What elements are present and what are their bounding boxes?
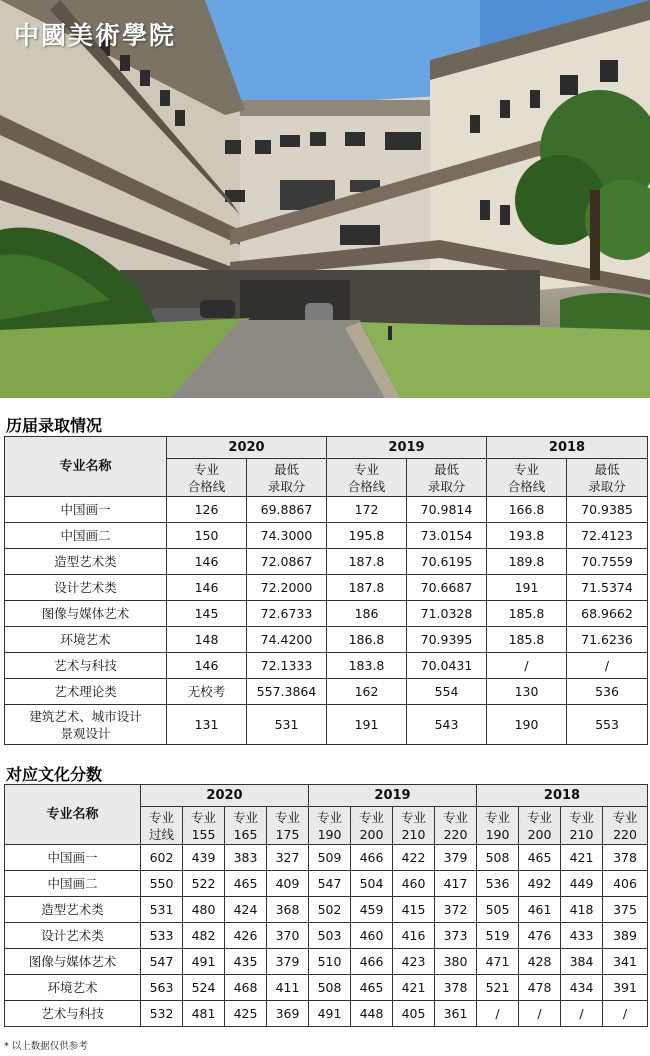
score-cell: 478 bbox=[519, 975, 561, 1001]
score-cell: 416 bbox=[393, 923, 435, 949]
score-cell: 476 bbox=[519, 923, 561, 949]
sub-header-line: 专业 bbox=[232, 809, 258, 825]
score-cell: 172 bbox=[327, 497, 407, 523]
score-cell: 191 bbox=[487, 575, 567, 601]
score-cell: 521 bbox=[477, 975, 519, 1001]
sub-header-line: 录取分 bbox=[588, 478, 626, 494]
sub-header-line: 210 bbox=[401, 826, 426, 842]
major-name-cell: 艺术与科技 bbox=[5, 653, 167, 679]
score-cell: 465 bbox=[351, 975, 393, 1001]
major-name-line: 景观设计 bbox=[60, 725, 111, 741]
sub-header-cell bbox=[561, 807, 603, 845]
sub-header-line: 220 bbox=[443, 826, 468, 842]
table-row bbox=[5, 549, 648, 575]
sub-header-cell bbox=[141, 807, 183, 845]
sub-header-line: 165 bbox=[233, 826, 258, 842]
score-cell: 146 bbox=[167, 549, 247, 575]
score-cell: 70.7559 bbox=[567, 549, 648, 575]
score-cell: 146 bbox=[167, 575, 247, 601]
sub-header-line: 专业 bbox=[353, 461, 379, 477]
score-cell: 417 bbox=[435, 871, 477, 897]
score-cell: 466 bbox=[351, 949, 393, 975]
score-cell: 73.0154 bbox=[407, 523, 487, 549]
year-header-2020: 2020 bbox=[141, 785, 309, 807]
major-name-cell: 图像与媒体艺术 bbox=[5, 601, 167, 627]
score-cell: 72.0867 bbox=[247, 549, 327, 575]
score-cell: 411 bbox=[267, 975, 309, 1001]
score-cell: 492 bbox=[519, 871, 561, 897]
score-cell: 491 bbox=[309, 1001, 351, 1027]
score-cell: 373 bbox=[435, 923, 477, 949]
score-cell: 424 bbox=[225, 897, 267, 923]
score-cell: 421 bbox=[561, 845, 603, 871]
score-cell: 68.9662 bbox=[567, 601, 648, 627]
sub-header-line: 合格线 bbox=[347, 478, 386, 494]
score-cell: 166.8 bbox=[487, 497, 567, 523]
score-cell: 145 bbox=[167, 601, 247, 627]
table-row bbox=[5, 575, 648, 601]
sub-header-line: 190 bbox=[485, 826, 510, 842]
major-name-cell: 环境艺术 bbox=[5, 975, 141, 1001]
major-name-cell: 中国画二 bbox=[5, 523, 167, 549]
sub-header-line: 220 bbox=[613, 826, 637, 842]
score-cell: 368 bbox=[267, 897, 309, 923]
sub-header-cell bbox=[327, 459, 407, 497]
sub-header-line: 最低 bbox=[273, 461, 299, 477]
score-cell: 190 bbox=[487, 705, 567, 745]
major-name-cell: 造型艺术类 bbox=[5, 549, 167, 575]
score-cell: 502 bbox=[309, 897, 351, 923]
sub-header-line: 专业 bbox=[612, 809, 638, 825]
sub-header-cell bbox=[435, 807, 477, 845]
score-cell: 189.8 bbox=[487, 549, 567, 575]
score-cell: / bbox=[477, 1001, 519, 1027]
column-header-major: 专业名称 bbox=[5, 437, 167, 497]
score-cell: 391 bbox=[603, 975, 648, 1001]
table-row bbox=[5, 897, 648, 923]
score-cell: 508 bbox=[477, 845, 519, 871]
score-cell: 435 bbox=[225, 949, 267, 975]
score-cell: 465 bbox=[225, 871, 267, 897]
sub-header-cell bbox=[167, 459, 247, 497]
score-cell: 369 bbox=[267, 1001, 309, 1027]
score-cell: 482 bbox=[183, 923, 225, 949]
sub-header-line: 专业 bbox=[148, 809, 174, 825]
year-header-2018: 2018 bbox=[477, 785, 648, 807]
score-cell: 72.2000 bbox=[247, 575, 327, 601]
table-row bbox=[5, 653, 648, 679]
score-cell: 327 bbox=[267, 845, 309, 871]
score-cell: 550 bbox=[141, 871, 183, 897]
sub-header-line: 专业 bbox=[190, 809, 216, 825]
score-cell: 389 bbox=[603, 923, 648, 949]
sub-header-cell bbox=[477, 807, 519, 845]
sub-header-cell bbox=[603, 807, 648, 845]
score-cell: 491 bbox=[183, 949, 225, 975]
score-cell: 183.8 bbox=[327, 653, 407, 679]
score-cell: 146 bbox=[167, 653, 247, 679]
column-header-major: 专业名称 bbox=[5, 785, 141, 845]
score-cell: 162 bbox=[327, 679, 407, 705]
sub-header-cell bbox=[309, 807, 351, 845]
score-cell: 557.3864 bbox=[247, 679, 327, 705]
major-name-cell: 设计艺术类 bbox=[5, 923, 141, 949]
sub-header-line: 专业 bbox=[193, 461, 219, 477]
score-cell: 508 bbox=[309, 975, 351, 1001]
score-cell: 71.5374 bbox=[567, 575, 648, 601]
sub-header-cell bbox=[247, 459, 327, 497]
table-row bbox=[5, 975, 648, 1001]
score-cell: 130 bbox=[487, 679, 567, 705]
score-cell: 461 bbox=[519, 897, 561, 923]
section-title-admission: 历届录取情况 bbox=[6, 416, 103, 435]
score-cell: 406 bbox=[603, 871, 648, 897]
sub-header-line: 过线 bbox=[148, 826, 174, 842]
sub-header-line: 专业 bbox=[568, 809, 594, 825]
score-cell: 126 bbox=[167, 497, 247, 523]
score-cell: 379 bbox=[435, 845, 477, 871]
sub-header-line: 最低 bbox=[594, 461, 620, 477]
section-title-culture-score: 对应文化分数 bbox=[6, 765, 103, 784]
sub-header-line: 190 bbox=[317, 826, 342, 842]
score-cell: 460 bbox=[351, 923, 393, 949]
score-cell: / bbox=[487, 653, 567, 679]
score-cell: 543 bbox=[407, 705, 487, 745]
table-row bbox=[5, 705, 648, 745]
score-cell: 72.6733 bbox=[247, 601, 327, 627]
year-header-2018: 2018 bbox=[487, 437, 648, 459]
table-row bbox=[5, 845, 648, 871]
score-cell: 69.8867 bbox=[247, 497, 327, 523]
score-cell: 426 bbox=[225, 923, 267, 949]
score-cell: 519 bbox=[477, 923, 519, 949]
score-cell: 71.6236 bbox=[567, 627, 648, 653]
score-cell: 531 bbox=[247, 705, 327, 745]
sub-header-line: 175 bbox=[275, 826, 300, 842]
sub-header-cell bbox=[351, 807, 393, 845]
score-cell: 148 bbox=[167, 627, 247, 653]
footnote: * 以上数据仅供参考 bbox=[4, 1041, 88, 1052]
table-row bbox=[5, 627, 648, 653]
sub-header-cell bbox=[267, 807, 309, 845]
score-cell: 531 bbox=[141, 897, 183, 923]
score-cell: 536 bbox=[567, 679, 648, 705]
major-name-cell: 图像与媒体艺术 bbox=[5, 949, 141, 975]
score-cell: 70.9814 bbox=[407, 497, 487, 523]
score-cell: 370 bbox=[267, 923, 309, 949]
score-cell: 193.8 bbox=[487, 523, 567, 549]
score-cell: 131 bbox=[167, 705, 247, 745]
score-cell: 459 bbox=[351, 897, 393, 923]
score-cell: 70.0431 bbox=[407, 653, 487, 679]
score-cell: 70.9395 bbox=[407, 627, 487, 653]
sub-header-line: 专业 bbox=[442, 809, 468, 825]
admission-history-table bbox=[4, 436, 648, 745]
score-cell: 384 bbox=[561, 949, 603, 975]
score-cell: 480 bbox=[183, 897, 225, 923]
score-cell: 563 bbox=[141, 975, 183, 1001]
sub-header-line: 专业 bbox=[316, 809, 342, 825]
score-cell: 468 bbox=[225, 975, 267, 1001]
score-cell: 602 bbox=[141, 845, 183, 871]
score-cell: 405 bbox=[393, 1001, 435, 1027]
score-cell: 415 bbox=[393, 897, 435, 923]
score-cell: 481 bbox=[183, 1001, 225, 1027]
table-row bbox=[5, 497, 648, 523]
culture-score-table bbox=[4, 784, 648, 1027]
score-cell: 185.8 bbox=[487, 627, 567, 653]
sub-header-line: 录取分 bbox=[267, 478, 306, 494]
score-cell: 503 bbox=[309, 923, 351, 949]
sub-header-line: 200 bbox=[359, 826, 384, 842]
year-header-2019: 2019 bbox=[309, 785, 477, 807]
score-cell: 471 bbox=[477, 949, 519, 975]
sub-header-line: 合格线 bbox=[187, 478, 226, 494]
score-cell: / bbox=[603, 1001, 648, 1027]
score-cell: 71.0328 bbox=[407, 601, 487, 627]
score-cell: 509 bbox=[309, 845, 351, 871]
score-cell: 187.8 bbox=[327, 575, 407, 601]
table-row bbox=[5, 679, 648, 705]
table-row bbox=[5, 949, 648, 975]
year-header-2020: 2020 bbox=[167, 437, 327, 459]
score-cell: 372 bbox=[435, 897, 477, 923]
sub-header-line: 200 bbox=[527, 826, 552, 842]
sub-header-line: 专业 bbox=[274, 809, 300, 825]
sub-header-cell bbox=[407, 459, 487, 497]
score-cell: 375 bbox=[603, 897, 648, 923]
major-name-line: 建筑艺术、城市设计 bbox=[29, 708, 142, 724]
score-cell: 72.1333 bbox=[247, 653, 327, 679]
score-cell: 554 bbox=[407, 679, 487, 705]
year-header-2019: 2019 bbox=[327, 437, 487, 459]
score-cell: 532 bbox=[141, 1001, 183, 1027]
sub-header-cell bbox=[183, 807, 225, 845]
sub-header-line: 专业 bbox=[526, 809, 552, 825]
score-cell: 434 bbox=[561, 975, 603, 1001]
academy-logo-text: 中國美術學院 bbox=[14, 21, 177, 50]
score-cell: 74.4200 bbox=[247, 627, 327, 653]
score-cell: 70.6195 bbox=[407, 549, 487, 575]
score-cell: 70.6687 bbox=[407, 575, 487, 601]
score-cell: 380 bbox=[435, 949, 477, 975]
major-name-cell: 造型艺术类 bbox=[5, 897, 141, 923]
score-cell: 449 bbox=[561, 871, 603, 897]
major-name-cell bbox=[5, 705, 167, 745]
score-cell: 421 bbox=[393, 975, 435, 1001]
score-cell: 448 bbox=[351, 1001, 393, 1027]
score-cell: 422 bbox=[393, 845, 435, 871]
score-cell: 522 bbox=[183, 871, 225, 897]
table-row bbox=[5, 871, 648, 897]
sub-header-line: 合格线 bbox=[507, 478, 546, 494]
sub-header-line: 录取分 bbox=[427, 478, 466, 494]
score-cell: 无校考 bbox=[167, 679, 247, 705]
major-name-cell: 艺术与科技 bbox=[5, 1001, 141, 1027]
score-cell: 191 bbox=[327, 705, 407, 745]
sub-header-cell bbox=[487, 459, 567, 497]
major-name-cell: 中国画一 bbox=[5, 845, 141, 871]
score-cell: 187.8 bbox=[327, 549, 407, 575]
sub-header-cell bbox=[393, 807, 435, 845]
score-cell: 185.8 bbox=[487, 601, 567, 627]
table-row bbox=[5, 523, 648, 549]
sub-header-cell bbox=[519, 807, 561, 845]
building-illustration bbox=[0, 0, 650, 398]
table-row bbox=[5, 923, 648, 949]
score-cell: 70.9385 bbox=[567, 497, 648, 523]
score-cell: 428 bbox=[519, 949, 561, 975]
score-cell: 418 bbox=[561, 897, 603, 923]
sub-header-line: 专业 bbox=[400, 809, 426, 825]
score-cell: 72.4123 bbox=[567, 523, 648, 549]
major-name-cell: 艺术理论类 bbox=[5, 679, 167, 705]
score-cell: 553 bbox=[567, 705, 648, 745]
score-cell: 378 bbox=[435, 975, 477, 1001]
score-cell: 195.8 bbox=[327, 523, 407, 549]
score-cell: 341 bbox=[603, 949, 648, 975]
campus-building-photo bbox=[0, 0, 650, 398]
score-cell: 460 bbox=[393, 871, 435, 897]
sub-header-cell bbox=[225, 807, 267, 845]
score-cell: 425 bbox=[225, 1001, 267, 1027]
table-row bbox=[5, 1001, 648, 1027]
score-cell: 409 bbox=[267, 871, 309, 897]
score-cell: 186.8 bbox=[327, 627, 407, 653]
score-cell: 150 bbox=[167, 523, 247, 549]
score-cell: 433 bbox=[561, 923, 603, 949]
score-cell: 186 bbox=[327, 601, 407, 627]
score-cell: 547 bbox=[141, 949, 183, 975]
score-cell: 74.3000 bbox=[247, 523, 327, 549]
sub-header-cell bbox=[567, 459, 648, 497]
score-cell: 547 bbox=[309, 871, 351, 897]
sub-header-line: 专业 bbox=[484, 809, 510, 825]
sub-header-line: 专业 bbox=[513, 461, 539, 477]
score-cell: 423 bbox=[393, 949, 435, 975]
score-cell: 536 bbox=[477, 871, 519, 897]
major-name-cell: 中国画二 bbox=[5, 871, 141, 897]
score-cell: / bbox=[561, 1001, 603, 1027]
score-cell: 510 bbox=[309, 949, 351, 975]
score-cell: 505 bbox=[477, 897, 519, 923]
score-cell: / bbox=[567, 653, 648, 679]
score-cell: 524 bbox=[183, 975, 225, 1001]
score-cell: 383 bbox=[225, 845, 267, 871]
sub-header-line: 最低 bbox=[433, 461, 459, 477]
score-cell: 465 bbox=[519, 845, 561, 871]
score-cell: 466 bbox=[351, 845, 393, 871]
major-name-cell: 设计艺术类 bbox=[5, 575, 167, 601]
score-cell: 439 bbox=[183, 845, 225, 871]
score-cell: 533 bbox=[141, 923, 183, 949]
score-cell: 379 bbox=[267, 949, 309, 975]
score-cell: 361 bbox=[435, 1001, 477, 1027]
sub-header-line: 专业 bbox=[358, 809, 384, 825]
major-name-cell: 环境艺术 bbox=[5, 627, 167, 653]
score-cell: 378 bbox=[603, 845, 648, 871]
major-name-cell: 中国画一 bbox=[5, 497, 167, 523]
table-row bbox=[5, 601, 648, 627]
score-cell: 504 bbox=[351, 871, 393, 897]
sub-header-line: 155 bbox=[191, 826, 216, 842]
sub-header-line: 210 bbox=[569, 826, 594, 842]
score-cell: / bbox=[519, 1001, 561, 1027]
